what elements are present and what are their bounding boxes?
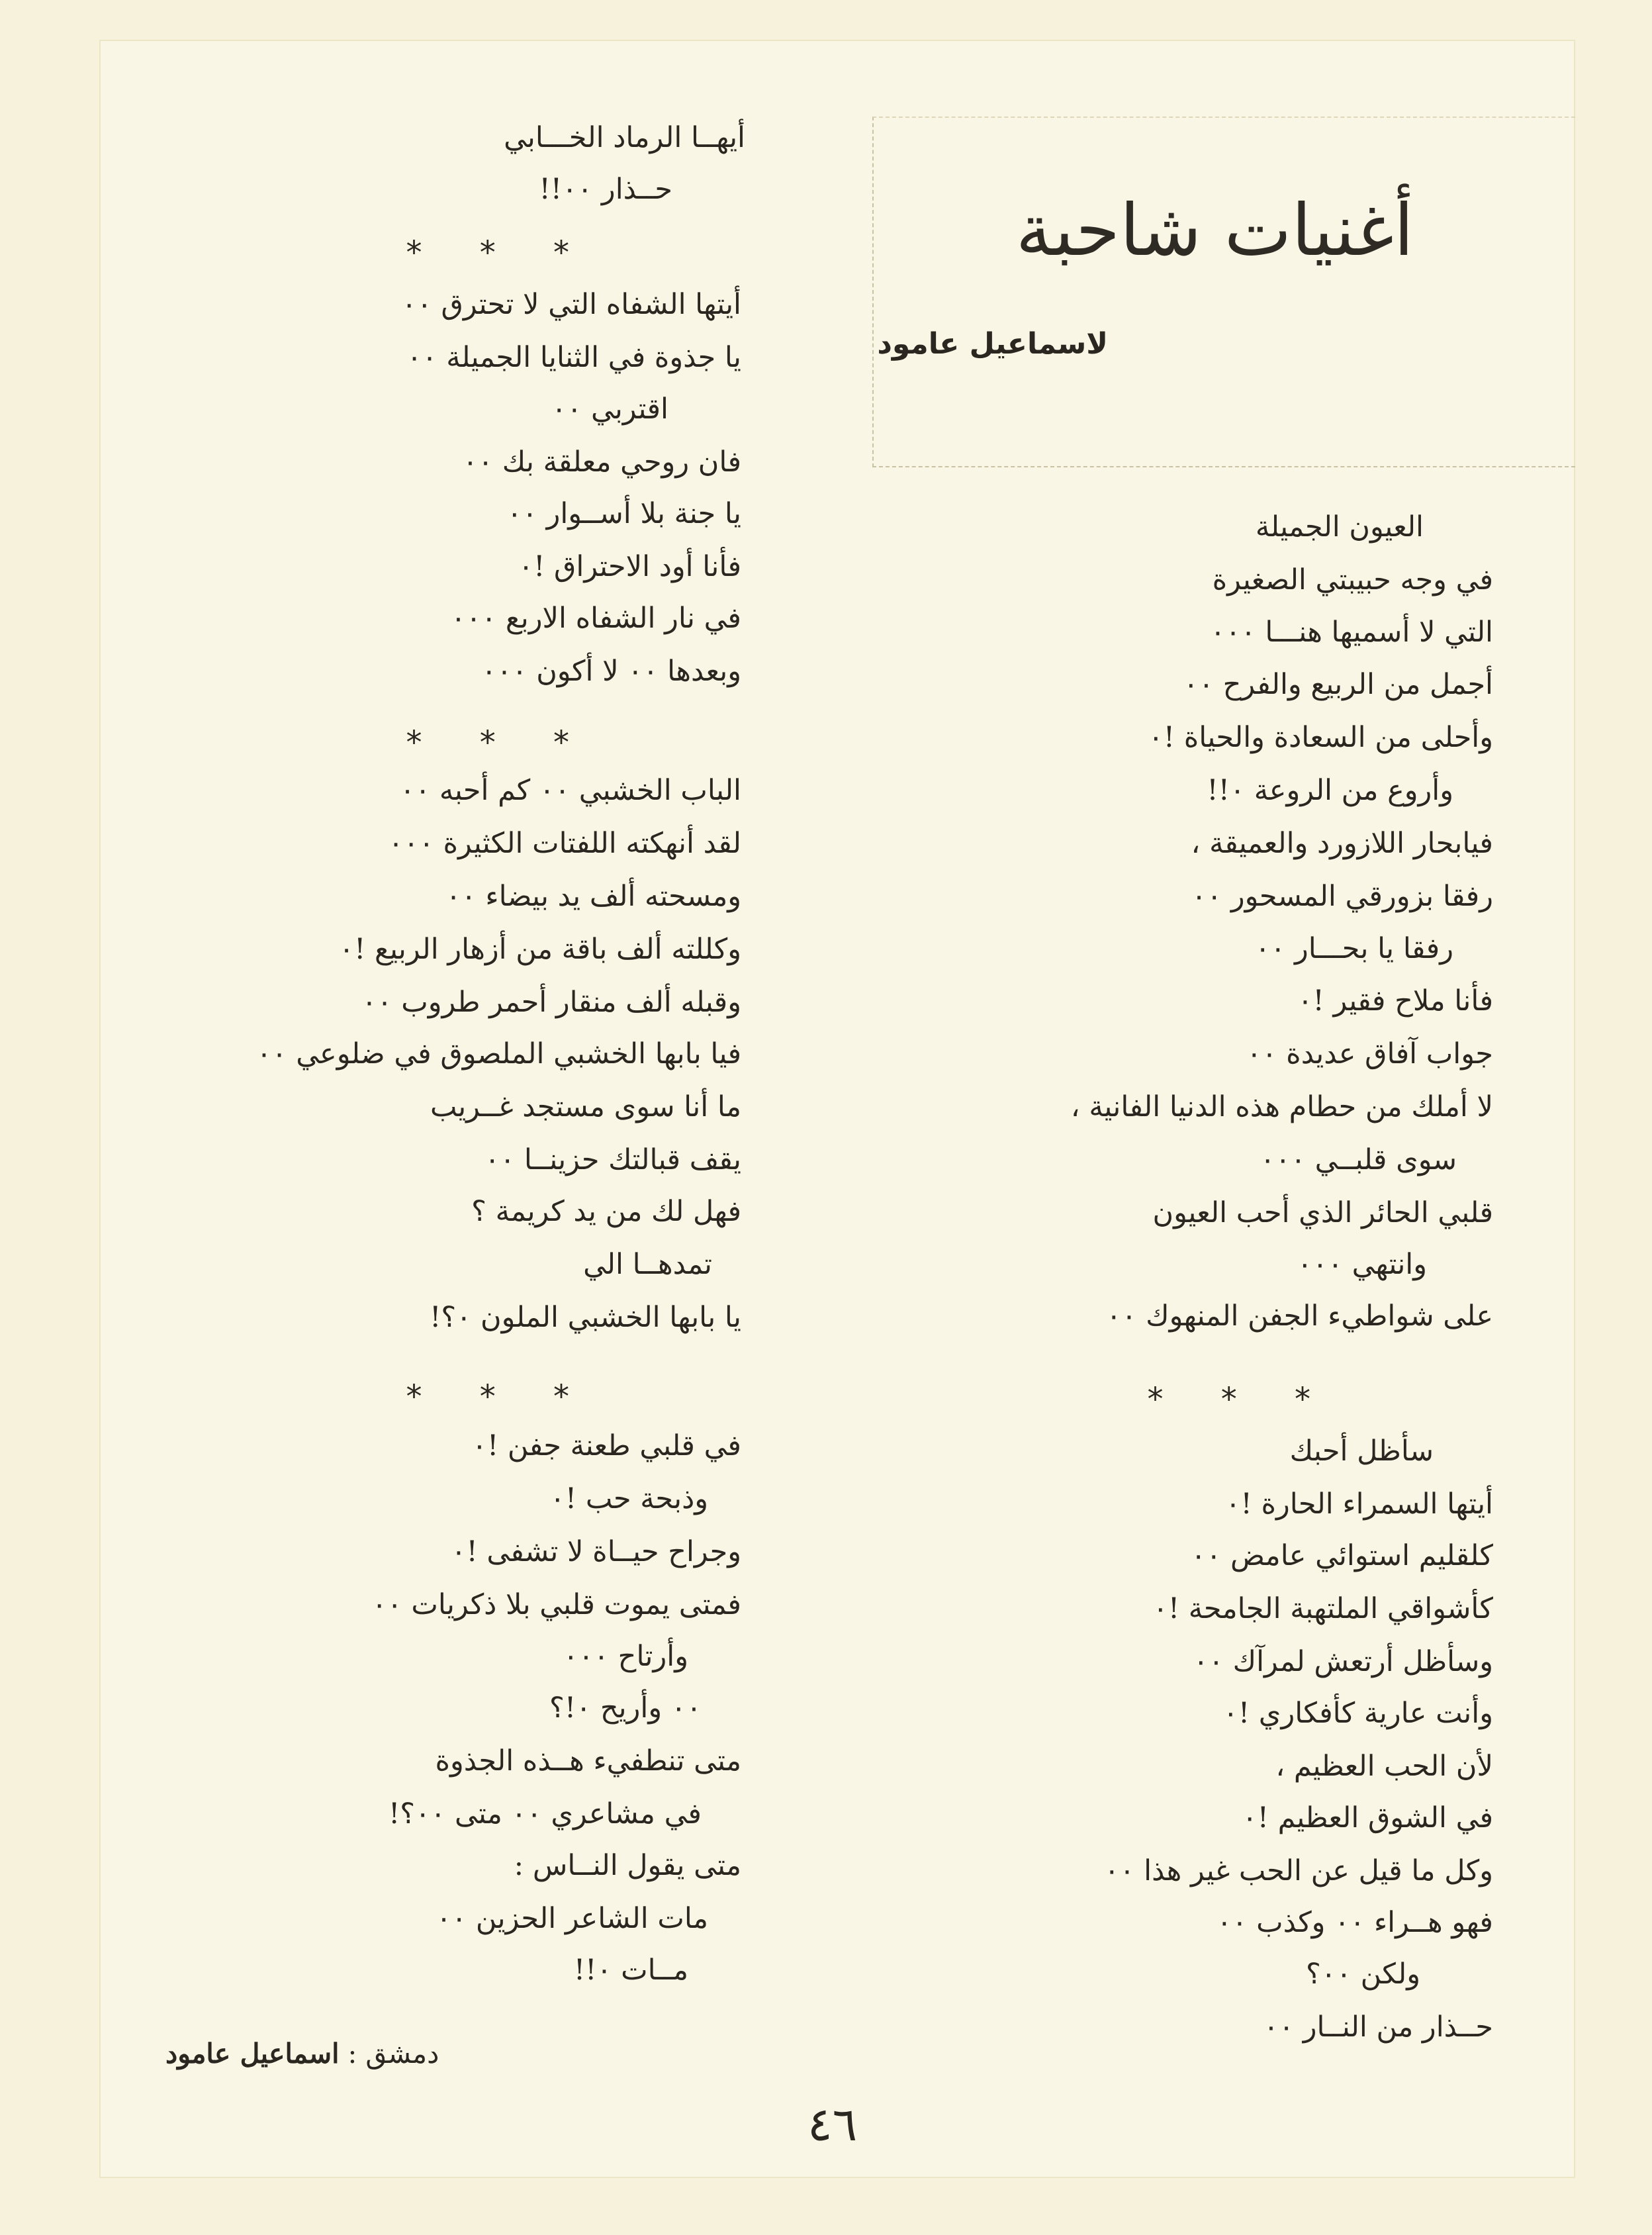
verse-line: فان روحي معلقة بك ٠٠ <box>462 446 741 479</box>
verse-line: فيابحار اللازورد والعميقة ، <box>1191 827 1493 860</box>
verse-line: وقبله ألف منقار أحمر طروب ٠٠ <box>361 986 741 1019</box>
signature-name: اسماعيل عامود <box>165 2038 340 2069</box>
section-separator: * * * <box>1147 1381 1334 1418</box>
verse-line: أيتها الشفاه التي لا تحترق ٠٠ <box>401 288 741 321</box>
signature-place: دمشق : <box>347 2038 439 2069</box>
verse-line: يا بابها الخشبي الملون ٠؟! <box>430 1301 741 1334</box>
section-separator: * * * <box>406 234 593 271</box>
verse-line: وذبحة حب !٠ <box>549 1482 708 1515</box>
verse-line: التي لا أسميها هنـــا ٠٠٠ <box>1210 616 1493 649</box>
verse-line: سأظل أحبك <box>1289 1435 1434 1468</box>
verse-line: رفقا يا بحـــار ٠٠ <box>1255 932 1453 965</box>
verse-line: وسأظل أرتعش لمرآك ٠٠ <box>1193 1645 1493 1678</box>
verse-line: ما أنا سوى مستجد غــريب <box>430 1090 741 1123</box>
verse-line: قلبي الحائر الذي أحب العيون <box>1152 1196 1493 1229</box>
verse-line: في نار الشفاه الاربع ٠٠٠ <box>450 602 741 635</box>
verse-line: وانتهي ٠٠٠ <box>1297 1248 1427 1281</box>
verse-line: وكللته ألف باقة من أزهار الربيع !٠ <box>339 933 741 966</box>
verse-line: فهو هــراء ٠٠ وكذب ٠٠ <box>1216 1906 1493 1939</box>
verse-line: فهل لك من يد كريمة ؟ <box>471 1195 741 1228</box>
verse-line: وأحلى من السعادة والحياة !٠ <box>1148 721 1493 754</box>
verse-line: لقد أنهكته اللفتات الكثيرة ٠٠٠ <box>388 827 741 860</box>
verse-line: ومسحته ألف يد بيضاء ٠٠ <box>445 880 741 913</box>
verse-line: أيتها السمراء الحارة !٠ <box>1225 1488 1493 1521</box>
verse-line: أجمل من الربيع والفرح ٠٠ <box>1183 668 1493 701</box>
verse-line: وأنت عارية كأفكاري !٠ <box>1222 1697 1493 1730</box>
verse-line: حــذار من النــار ٠٠ <box>1263 2011 1493 2044</box>
verse-line: لأن الحب العظيم ، <box>1275 1750 1493 1783</box>
section-separator: * * * <box>406 1378 593 1415</box>
verse-line: فيا بابها الخشبي الملصوق في ضلوعي ٠٠ <box>256 1037 741 1070</box>
verse-line: لا أملك من حطام هذه الدنيا الفانية ، <box>1070 1090 1493 1123</box>
verse-line: متى يقول النــاس : <box>514 1849 741 1882</box>
title-box <box>872 117 1575 467</box>
poem-byline: لاسماعيل عامود <box>877 327 1108 361</box>
verse-line: في الشوق العظيم !٠ <box>1242 1801 1493 1834</box>
verse-line: رفقا بزورقي المسحور ٠٠ <box>1191 880 1493 913</box>
verse-line: يا جنة بلا أســوار ٠٠ <box>506 497 741 530</box>
verse-line: وكل ما قيل عن الحب غير هذا ٠٠ <box>1104 1854 1493 1887</box>
poem-title: أغنيات شاحبة <box>1015 189 1414 272</box>
verse-line: فأنا أود الاحتراق !٠ <box>518 550 741 583</box>
verse-line: جواب آفاق عديدة ٠٠ <box>1246 1037 1493 1070</box>
verse-line: كأشواقي الملتهبة الجامحة !٠ <box>1152 1592 1493 1625</box>
verse-line: حــذار ٠٠!! <box>539 173 672 206</box>
verse-line: العيون الجميلة <box>1255 510 1424 544</box>
verse-line: ٠٠ وأريح ٠!؟ <box>549 1691 702 1725</box>
verse-line: تمدهــا الي <box>583 1248 712 1281</box>
verse-line: ولكن ٠٠؟ <box>1305 1958 1420 1991</box>
verse-line: كلقليم استوائي عامض ٠٠ <box>1191 1539 1493 1572</box>
verse-line: فأنا ملاح فقير !٠ <box>1297 984 1493 1018</box>
verse-line: على شواطيء الجفن المنهوك ٠٠ <box>1106 1300 1493 1333</box>
verse-line: في وجه حبيبتي الصغيرة <box>1212 563 1493 596</box>
verse-line: في مشاعري ٠٠ متى ٠٠؟! <box>389 1797 702 1831</box>
verse-line: في قلبي طعنة جفن !٠ <box>471 1429 741 1462</box>
verse-line: وأروع من الروعة ٠!! <box>1207 774 1453 807</box>
page-number: ٤٦ <box>807 2097 858 2152</box>
verse-line: فمتى يموت قلبي بلا ذكريات ٠٠ <box>371 1588 741 1621</box>
verse-line: وجراح حيــاة لا تشفى !٠ <box>451 1535 741 1568</box>
section-separator: * * * <box>406 724 593 761</box>
verse-line: مــات ٠!! <box>573 1954 688 1987</box>
verse-line: يقف قبالتك حزينــا ٠٠ <box>484 1143 741 1176</box>
verse-line: وأرتاح ٠٠٠ <box>563 1640 688 1673</box>
verse-line: مات الشاعر الحزين ٠٠ <box>436 1902 708 1935</box>
verse-line: متى تنطفيء هــذه الجذوة <box>435 1744 741 1778</box>
verse-line: وبعدها ٠٠ لا أكون ٠٠٠ <box>481 655 741 688</box>
verse-line: الباب الخشبي ٠٠ كم أحبه ٠٠ <box>400 774 741 807</box>
verse-line: يا جذوة في الثنايا الجميلة ٠٠ <box>406 341 741 374</box>
signature <box>165 2038 439 2069</box>
verse-line: اقتربي ٠٠ <box>551 393 668 426</box>
verse-line: سوى قلبــي ٠٠٠ <box>1260 1143 1457 1176</box>
verse-line: أيهــا الرماد الخـــابي <box>504 121 745 154</box>
